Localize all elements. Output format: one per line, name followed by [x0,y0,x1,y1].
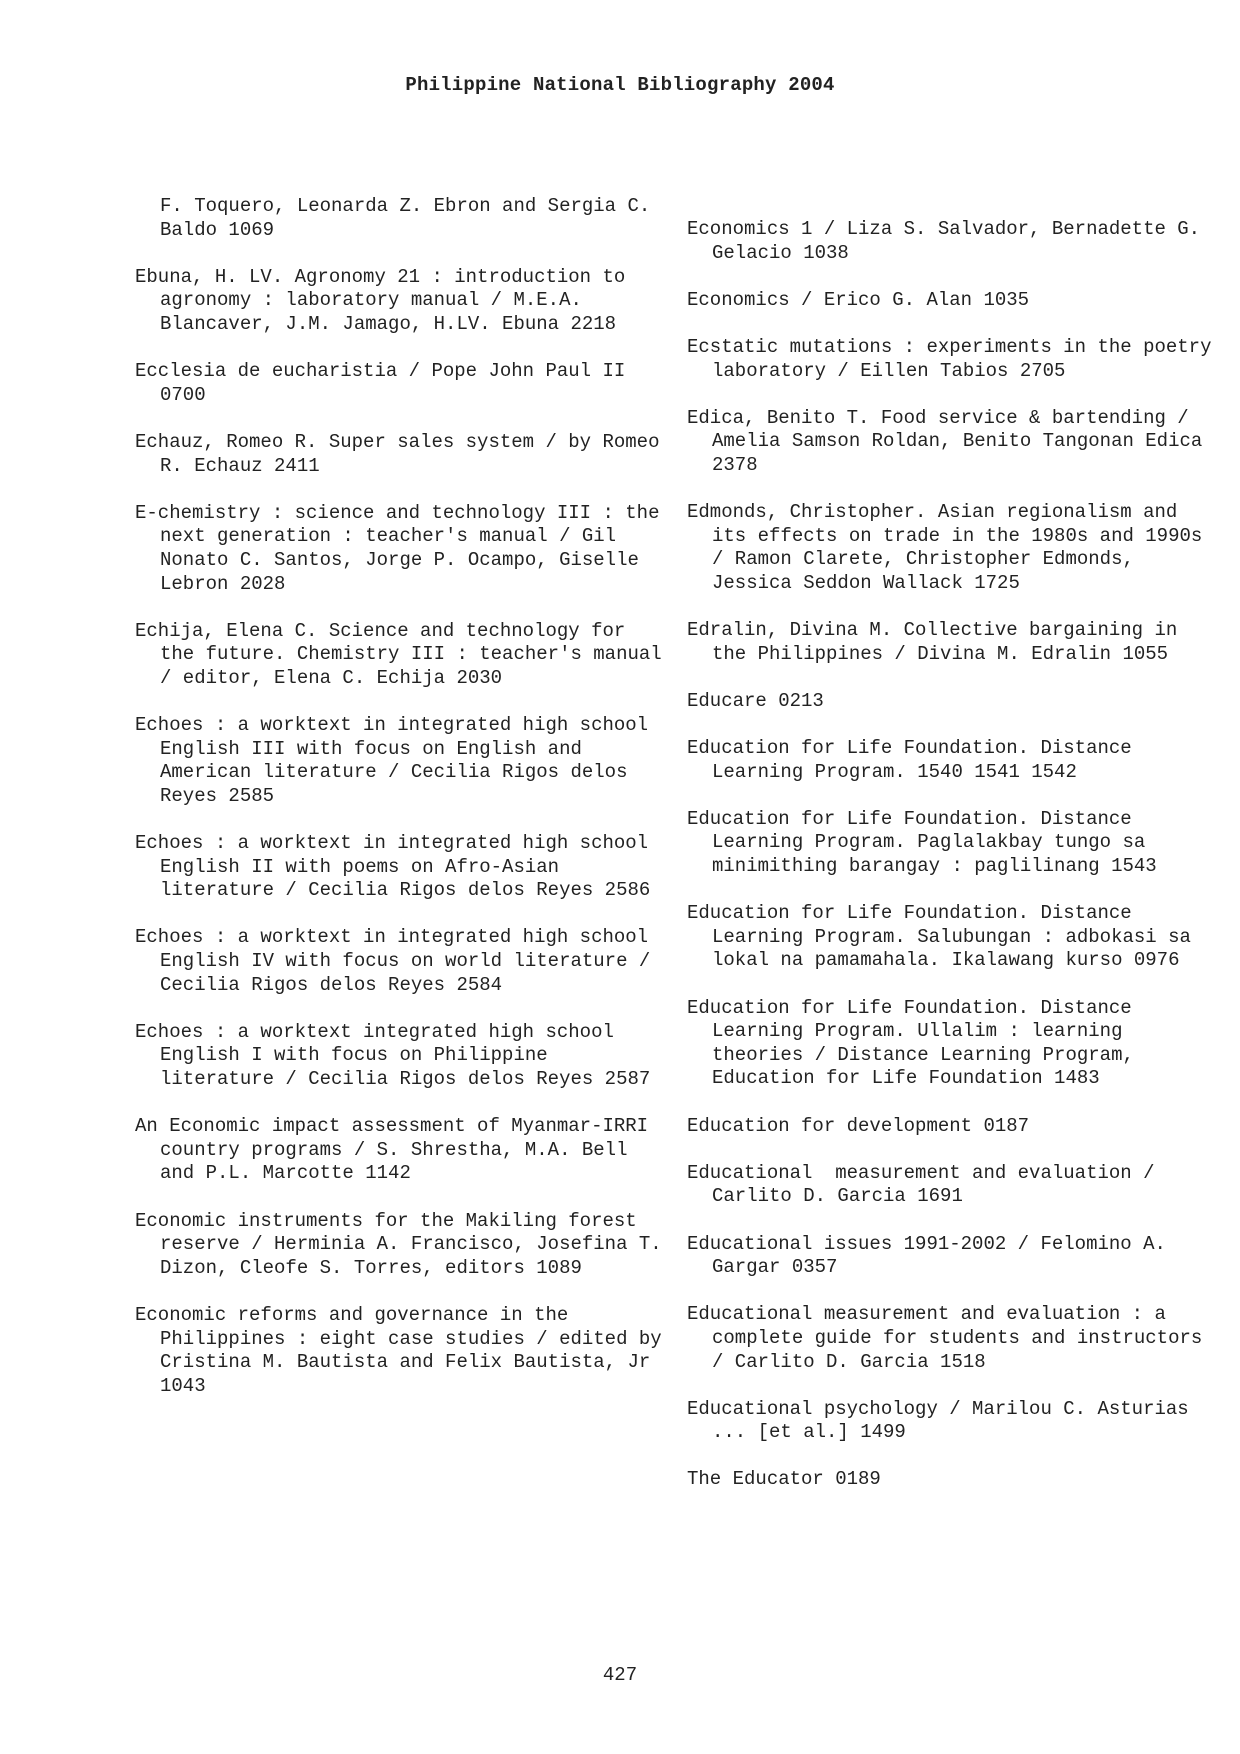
bibliography-entry: The Educator 0189 [687,1468,881,1491]
bibliography-entry: Echija, Elena C. Science and technology for the future. Chemistry III : teacher's manual / editor, Elena C. Echija 2030 [135,619,674,689]
bibliography-entry: Economic reforms and governance in the Philippines : eight case studies / edited by Cristina M. Bautista and Felix Bautista, Jr 1043 [135,1303,674,1397]
bibliography-entry: Educational issues 1991-2002 / Felomino A. Gargar 0357 [687,1232,1178,1279]
bibliography-entry: Echoes : a worktext in integrated high school English IV with focus on world literature / Cecilia Rigos delos Reyes 2584 [135,926,662,996]
bibliography-entry: Edralin, Divina M. Collective bargaining in the Philippines / Divina M. Edralin 1055 [687,619,1189,665]
bibliography-entry: Education for Life Foundation. Distance Learning Program. Paglalakbay tungo sa minimithing barangay : paglilinang 1543 [687,807,1157,878]
bibliography-entry: Economics / Erico G. Alan 1035 [687,288,1030,311]
bibliography-entry: Education for development 0187 [687,1114,1030,1137]
bibliography-entry: Economics 1 / Liza S. Salvador, Bernadette G. Gelacio 1038 [687,218,1212,264]
bibliography-entry: Educational psychology / Marilou C. Asturias ... [et al.] 1499 [687,1397,1201,1444]
bibliography-entry: E-chemistry : science and technology III : the next generation : teacher's manual / Gil Nonato C. Santos, Jorge P. Ocampo, Giselle Lebron 2028 [135,501,671,595]
bibliography-entry: Educational measurement and evaluation : a complete guide for students and instructors / Carlito D. Garcia 1518 [687,1303,1214,1373]
page-title: Philippine National Bibliography 2004 [405,74,835,96]
bibliography-entry: Education for Life Foundation. Distance Learning Program. Salubungan : adbokasi sa lokal na pamamahala. Ikalawang kurso 0976 [687,902,1203,972]
bibliography-entry: Echoes : a worktext in integrated high school English III with focus on English and American literature / Cecilia Rigos delos Reyes 2585 [135,714,660,807]
bibliography-entry: Edica, Benito T. Food service & bartending / Amelia Samson Roldan, Benito Tangonan Edica 2378 [687,406,1214,476]
bibliography-entry: Ebuna, H. LV. Agronomy 21 : introduction to agronomy : laboratory manual / M.E.A. Blancaver, J.M. Jamago, H.LV. Ebuna 2218 [135,265,637,335]
bibliography-entry: Economic instruments for the Makiling forest reserve / Herminia A. Francisco, Josefina T. Dizon, Cleofe S. Torres, editors 1089 [135,1209,674,1279]
bibliography-entry: F. Toquero, Leonarda Z. Ebron and Sergia C. Baldo 1069 [160,195,662,241]
bibliography-entry: Edmonds, Christopher. Asian regionalism and its effects on trade in the 1980s and 1990s / Ramon Clarete, Christopher Edmonds, Jessica Seddon Wallack 1725 [687,501,1214,594]
page-number: 427 [602,1664,638,1686]
bibliography-entry: Echauz, Romeo R. Super sales system / by Romeo R. Echauz 2411 [135,430,671,477]
bibliography-entry: Educare 0213 [687,689,824,712]
bibliography-entry: Echoes : a worktext integrated high school English I with focus on Philippine literature / Cecilia Rigos delos Reyes 2587 [135,1020,651,1090]
bibliography-entry: Ecstatic mutations : experiments in the poetry laboratory / Eillen Tabios 2705 [687,335,1223,382]
bibliography-entry: Education for Life Foundation. Distance Learning Program. Ullalim : learning theories / Distance Learning Program, Education for Life Foundation 1483 [687,996,1146,1090]
bibliography-entry: Echoes : a worktext in integrated high school English II with poems on Afro-Asian literature / Cecilia Rigos delos Reyes 2586 [135,832,660,902]
left-column [135,195,674,1422]
bibliography-entry: Education for Life Foundation. Distance Learning Program. 1540 1541 1542 [687,737,1144,783]
bibliography-entry: An Economic impact assessment of Myanmar-IRRI country programs / S. Shrestha, M.A. Bell and P.L. Marcotte 1142 [135,1115,660,1185]
bibliography-entry: Educational measurement and evaluation / Carlito D. Garcia 1691 [687,1161,1166,1208]
bibliography-entry: Ecclesia de eucharistia / Pope John Paul II 0700 [135,360,637,406]
right-column [687,218,1223,1516]
